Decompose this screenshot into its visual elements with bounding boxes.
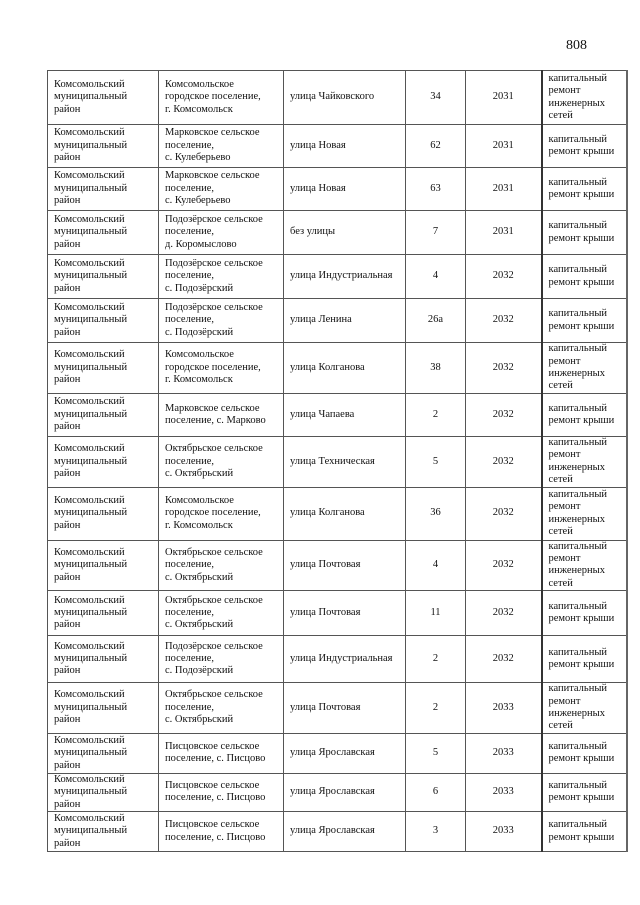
street-cell-text: улица Индустриальная xyxy=(290,270,393,282)
settlement-cell xyxy=(159,168,284,211)
settlement-cell-text: Подозёрское сельское поселение, с. Подозёрский xyxy=(165,301,263,338)
work-type-cell-text: капитальный ремонт инженерных сетей xyxy=(548,343,607,392)
work-type-cell xyxy=(542,71,627,125)
settlement-cell xyxy=(159,299,284,343)
work-type-cell-text: капитальный ремонт крыши xyxy=(548,220,615,244)
street-cell-text: улица Почтовая xyxy=(290,607,361,619)
work-type-cell xyxy=(542,343,627,394)
year-cell-text: 2032 xyxy=(492,559,514,571)
house-number-cell xyxy=(406,733,466,773)
house-number-cell xyxy=(406,343,466,394)
year-cell-text: 2033 xyxy=(492,701,514,713)
district-cell xyxy=(48,636,159,683)
year-cell-text: 2032 xyxy=(492,314,514,326)
settlement-cell-text: Подозёрское сельское поселение, с. Подозёрский xyxy=(165,257,263,294)
house-number-cell-text: 63 xyxy=(430,182,441,194)
district-cell-text: Комсомольский муниципальный район xyxy=(54,594,128,631)
year-cell-text: 2032 xyxy=(492,653,514,665)
settlement-cell xyxy=(159,591,284,636)
house-number-cell xyxy=(406,487,466,540)
work-type-cell-text: капитальный ремонт крыши xyxy=(548,740,615,765)
street-cell xyxy=(284,168,406,211)
house-number-cell xyxy=(406,591,466,636)
street-cell xyxy=(284,125,406,168)
settlement-cell xyxy=(159,540,284,591)
year-cell xyxy=(466,636,542,683)
work-type-cell xyxy=(542,773,627,811)
work-type-cell xyxy=(542,299,627,343)
table-row xyxy=(48,683,627,734)
year-cell xyxy=(466,683,542,734)
year-cell-text: 2033 xyxy=(492,747,514,759)
district-cell xyxy=(48,437,159,488)
year-cell-text: 2032 xyxy=(492,408,514,420)
table-row xyxy=(48,636,627,683)
year-cell-text: 2033 xyxy=(492,786,514,798)
settlement-cell-text: Комсомольское городское поселение, г. Комсомольск xyxy=(165,495,261,531)
year-cell xyxy=(466,487,542,540)
year-cell-text: 2033 xyxy=(492,825,514,837)
work-type-cell-text: капитальный ремонт крыши xyxy=(548,600,615,625)
table-row xyxy=(48,437,627,488)
table-row xyxy=(48,168,627,211)
house-number-cell-text: 34 xyxy=(430,91,441,103)
table-row xyxy=(48,255,627,299)
street-cell-text: без улицы xyxy=(290,226,336,238)
table-row xyxy=(48,540,627,591)
work-type-cell-text: капитальный ремонт инженерных сетей xyxy=(548,683,607,732)
year-cell xyxy=(466,168,542,211)
street-cell xyxy=(284,343,406,394)
table-row xyxy=(48,71,627,125)
settlement-cell xyxy=(159,812,284,852)
street-cell xyxy=(284,299,406,343)
house-number-cell-text: 11 xyxy=(430,607,441,619)
street-cell xyxy=(284,71,406,125)
settlement-cell xyxy=(159,125,284,168)
year-cell-text: 2031 xyxy=(492,226,514,238)
district-cell-text: Комсомольский муниципальный район xyxy=(54,301,128,338)
work-type-cell xyxy=(542,168,627,211)
street-cell-text: улица Ярославская xyxy=(290,825,375,837)
settlement-cell xyxy=(159,733,284,773)
work-type-cell xyxy=(542,636,627,683)
repair-schedule-table xyxy=(47,70,628,852)
year-cell xyxy=(466,773,542,811)
street-cell-text: улица Ярославская xyxy=(290,786,375,798)
year-cell-text: 2031 xyxy=(492,182,514,194)
district-cell-text: Комсомольский муниципальный район xyxy=(54,773,128,810)
year-cell-text: 2032 xyxy=(492,270,514,282)
settlement-cell-text: Марковское сельское поселение, с. Кулеберьево xyxy=(165,170,260,207)
settlement-cell-text: Писцовское сельское поселение, с. Писцово xyxy=(165,780,266,804)
house-number-cell-text: 62 xyxy=(430,139,441,151)
settlement-cell-text: Октябрьское сельское поселение, с. Октябрьский xyxy=(165,689,263,726)
work-type-cell-text: капитальный ремонт крыши xyxy=(548,133,615,157)
year-cell xyxy=(466,299,542,343)
street-cell xyxy=(284,437,406,488)
district-cell xyxy=(48,591,159,636)
street-cell-text: улица Новая xyxy=(290,139,346,151)
settlement-cell-text: Октябрьское сельское поселение, с. Октябрьский xyxy=(165,546,263,583)
work-type-cell xyxy=(542,487,627,540)
street-cell-text: улица Техническая xyxy=(290,455,375,467)
house-number-cell-text: 7 xyxy=(432,226,439,238)
house-number-cell xyxy=(406,71,466,125)
district-cell-text: Комсомольский муниципальный район xyxy=(54,349,128,386)
street-cell xyxy=(284,591,406,636)
work-type-cell xyxy=(542,211,627,255)
district-cell xyxy=(48,343,159,394)
work-type-cell-text: капитальный ремонт крыши xyxy=(548,646,615,671)
street-cell xyxy=(284,636,406,683)
district-cell-text: Комсомольский муниципальный район xyxy=(54,170,128,207)
district-cell-text: Комсомольский муниципальный район xyxy=(54,257,128,294)
work-type-cell xyxy=(542,125,627,168)
house-number-cell xyxy=(406,255,466,299)
year-cell xyxy=(466,255,542,299)
work-type-cell xyxy=(542,255,627,299)
settlement-cell-text: Октябрьское сельское поселение, с. Октябрьский xyxy=(165,594,263,631)
settlement-cell-text: Октябрьское сельское поселение, с. Октябрьский xyxy=(165,443,263,480)
work-type-cell xyxy=(542,437,627,488)
house-number-cell xyxy=(406,211,466,255)
district-cell xyxy=(48,71,159,125)
district-cell-text: Комсомольский муниципальный район xyxy=(54,396,128,433)
house-number-cell xyxy=(406,125,466,168)
district-cell xyxy=(48,255,159,299)
street-cell xyxy=(284,812,406,852)
work-type-cell xyxy=(542,812,627,852)
settlement-cell-text: Писцовское сельское поселение, с. Писцово xyxy=(165,740,266,765)
year-cell xyxy=(466,211,542,255)
house-number-cell xyxy=(406,299,466,343)
district-cell xyxy=(48,773,159,811)
house-number-cell-text: 3 xyxy=(432,825,439,837)
settlement-cell xyxy=(159,437,284,488)
work-type-cell-text: капитальный ремонт крыши xyxy=(548,402,615,426)
house-number-cell xyxy=(406,812,466,852)
year-cell xyxy=(466,125,542,168)
year-cell xyxy=(466,733,542,773)
street-cell xyxy=(284,211,406,255)
table-row xyxy=(48,299,627,343)
house-number-cell-text: 4 xyxy=(432,270,439,282)
table-row xyxy=(48,591,627,636)
street-cell-text: улица Чайковского xyxy=(290,91,375,103)
work-type-cell-text: капитальный ремонт инженерных сетей xyxy=(548,72,607,121)
year-cell xyxy=(466,71,542,125)
house-number-cell-text: 38 xyxy=(430,361,441,373)
district-cell xyxy=(48,733,159,773)
settlement-cell-text: Марковское сельское поселение, с. Кулеберьево xyxy=(165,127,260,164)
work-type-cell-text: капитальный ремонт крыши xyxy=(548,308,615,332)
district-cell xyxy=(48,683,159,734)
district-cell xyxy=(48,125,159,168)
house-number-cell xyxy=(406,394,466,437)
year-cell-text: 2032 xyxy=(492,607,514,619)
year-cell xyxy=(466,437,542,488)
work-type-cell-text: капитальный ремонт инженерных сетей xyxy=(548,437,607,486)
street-cell xyxy=(284,487,406,540)
table-row xyxy=(48,343,627,394)
settlement-cell xyxy=(159,636,284,683)
district-cell xyxy=(48,394,159,437)
house-number-cell-text: 2 xyxy=(432,408,439,420)
street-cell-text: улица Колганова xyxy=(290,361,365,373)
house-number-cell-text: 36 xyxy=(430,507,441,519)
district-cell-text: Комсомольский муниципальный район xyxy=(54,734,128,771)
house-number-cell xyxy=(406,636,466,683)
house-number-cell xyxy=(406,168,466,211)
street-cell xyxy=(284,540,406,591)
settlement-cell-text: Подозёрское сельское поселение, д. Коромыслово xyxy=(165,213,263,250)
table-row xyxy=(48,773,627,811)
work-type-cell-text: капитальный ремонт инженерных сетей xyxy=(548,540,607,589)
work-type-cell xyxy=(542,394,627,437)
settlement-cell xyxy=(159,683,284,734)
settlement-cell xyxy=(159,211,284,255)
table-row xyxy=(48,812,627,852)
house-number-cell-text: 2 xyxy=(432,653,439,665)
street-cell xyxy=(284,773,406,811)
year-cell xyxy=(466,394,542,437)
street-cell-text: улица Почтовая xyxy=(290,559,361,571)
year-cell xyxy=(466,591,542,636)
year-cell-text: 2032 xyxy=(492,361,514,373)
work-type-cell xyxy=(542,683,627,734)
street-cell-text: улица Колганова xyxy=(290,507,365,519)
settlement-cell xyxy=(159,487,284,540)
house-number-cell xyxy=(406,540,466,591)
house-number-cell-text: 2 xyxy=(432,701,439,713)
year-cell-text: 2031 xyxy=(492,139,514,151)
house-number-cell-text: 6 xyxy=(432,786,439,798)
settlement-cell-text: Комсомольское городское поселение, г. Комсомольск xyxy=(165,78,261,115)
settlement-cell xyxy=(159,773,284,811)
street-cell xyxy=(284,394,406,437)
work-type-cell xyxy=(542,733,627,773)
street-cell-text: улица Почтовая xyxy=(290,701,361,713)
district-cell xyxy=(48,487,159,540)
district-cell-text: Комсомольский муниципальный район xyxy=(54,127,128,164)
settlement-cell xyxy=(159,394,284,437)
district-cell xyxy=(48,540,159,591)
house-number-cell-text: 5 xyxy=(432,747,439,759)
district-cell-text: Комсомольский муниципальный район xyxy=(54,213,128,250)
house-number-cell-text: 5 xyxy=(432,455,439,467)
year-cell-text: 2032 xyxy=(492,455,514,467)
table-row xyxy=(48,487,627,540)
district-cell-text: Комсомольский муниципальный район xyxy=(54,495,128,531)
district-cell xyxy=(48,168,159,211)
district-cell-text: Комсомольский муниципальный район xyxy=(54,689,128,726)
work-type-cell-text: капитальный ремонт крыши xyxy=(548,780,615,804)
street-cell-text: улица Новая xyxy=(290,182,346,194)
year-cell-text: 2031 xyxy=(492,91,514,103)
settlement-cell-text: Подозёрское сельское поселение, с. Подозёрский xyxy=(165,640,263,677)
settlement-cell-text: Марковское сельское поселение, с. Марково xyxy=(165,402,266,426)
street-cell-text: улица Ярославская xyxy=(290,747,375,759)
district-cell-text: Комсомольский муниципальный район xyxy=(54,443,128,480)
page-number: 808 xyxy=(566,38,587,53)
street-cell-text: улица Ленина xyxy=(290,314,352,326)
district-cell-text: Комсомольский муниципальный район xyxy=(54,812,128,849)
house-number-cell xyxy=(406,683,466,734)
settlement-cell xyxy=(159,255,284,299)
work-type-cell xyxy=(542,591,627,636)
district-cell xyxy=(48,812,159,852)
table-row xyxy=(48,733,627,773)
street-cell xyxy=(284,733,406,773)
district-cell-text: Комсомольский муниципальный район xyxy=(54,78,128,115)
work-type-cell-text: капитальный ремонт крыши xyxy=(548,264,615,288)
district-cell xyxy=(48,211,159,255)
year-cell xyxy=(466,343,542,394)
district-cell xyxy=(48,299,159,343)
table-row xyxy=(48,394,627,437)
district-cell-text: Комсомольский муниципальный район xyxy=(54,640,128,677)
work-type-cell-text: капитальный ремонт крыши xyxy=(548,819,615,843)
work-type-cell-text: капитальный ремонт инженерных сетей xyxy=(548,488,607,538)
house-number-cell xyxy=(406,773,466,811)
street-cell-text: улица Индустриальная xyxy=(290,653,393,665)
table-row xyxy=(48,125,627,168)
year-cell xyxy=(466,812,542,852)
year-cell-text: 2032 xyxy=(492,507,514,519)
work-type-cell-text: капитальный ремонт крыши xyxy=(548,176,615,200)
work-type-cell xyxy=(542,540,627,591)
year-cell xyxy=(466,540,542,591)
settlement-cell xyxy=(159,71,284,125)
house-number-cell-text: 26а xyxy=(427,314,444,326)
table-row xyxy=(48,211,627,255)
street-cell xyxy=(284,683,406,734)
district-cell-text: Комсомольский муниципальный район xyxy=(54,546,128,583)
settlement-cell-text: Писцовское сельское поселение, с. Писцово xyxy=(165,819,266,843)
house-number-cell-text: 4 xyxy=(432,559,439,571)
street-cell-text: улица Чапаева xyxy=(290,408,355,420)
settlement-cell xyxy=(159,343,284,394)
house-number-cell xyxy=(406,437,466,488)
settlement-cell-text: Комсомольское городское поселение, г. Комсомольск xyxy=(165,349,261,386)
street-cell xyxy=(284,255,406,299)
